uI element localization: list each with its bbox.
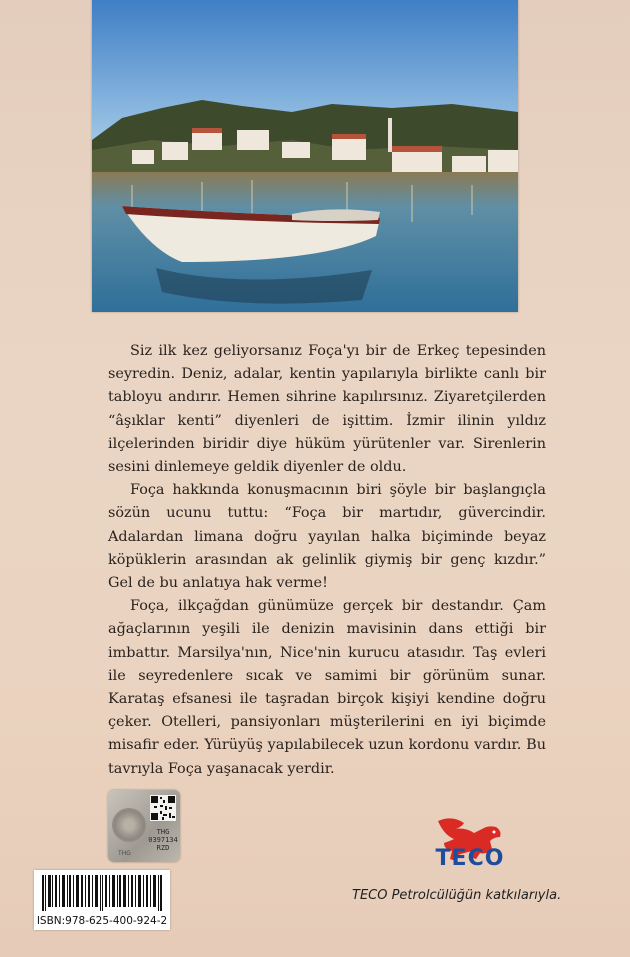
- teco-wordmark: TECO: [435, 846, 505, 871]
- qr-code-icon: [150, 795, 176, 821]
- sticker-line-2: 0397134: [148, 836, 178, 844]
- barcode-icon: [42, 875, 162, 911]
- hologram-sticker: [108, 790, 180, 862]
- sticker-line-1: THG: [156, 828, 170, 836]
- body-text: [108, 340, 546, 781]
- isbn-barcode: [34, 870, 170, 930]
- sticker-code: [146, 828, 180, 852]
- hologram-seal-icon: [112, 808, 146, 842]
- paragraph-2: Foça hakkında konuşmacının biri şöyle bir başlangıçla sözün ucunu tuttu: “Foça bir martıdır, güvercindir. Adalardan limana doğru yayılan halka biçiminde beyaz köpüklerin arasından ak gelinlik giymiş bir genç kızdır.” Gel de bu anlatıya hak verme!: [108, 482, 546, 592]
- sticker-line-4: THG: [118, 850, 131, 857]
- paragraph-3: Foça, ilkçağdan günümüze gerçek bir destandır. Çam ağaçlarının yeşili ile denizin mavisinin dans ettiği bir imbattır. Marsilya'nın, Nice'nin kurucu atasıdır. Taş evleri ile seyredenlere sıcak ve samimi bir görünüm sunar. Karataş efsanesi ile taşradan birçok kişiyi kendine doğru çeker. Otelleri, pansiyonları müşterilerini en iyi biçimde misafir eder. Yürüyüş yapılabilecek uzun kordonu vardır. Bu tavrıyla Foça yaşanacak yerdir.: [108, 598, 546, 777]
- isbn-number: ISBN:978-625-400-924-2: [36, 915, 168, 927]
- sticker-line-3: RZD: [156, 844, 170, 852]
- paragraph-1: Siz ilk kez geliyorsanız Foça'yı bir de Erkeç tepesinden seyredin. Deniz, adalar, kentin yapılarıyla birlikte canlı bir tabloyu andırır. Hemen sihrine kapılırsınız. Ziyaretçilerden “âşıklar kenti” diyenleri de işittim. İzmir ilinin yıldız ilçelerinden biridir diye hüküm yürütenler var. Sirenlerin sesini dinlemeye geldik diyenler de oldu.: [108, 343, 546, 476]
- cover-photo: [92, 0, 518, 312]
- sponsor-caption: TECO Petrolcülüğün katkılarıyla.: [352, 888, 562, 903]
